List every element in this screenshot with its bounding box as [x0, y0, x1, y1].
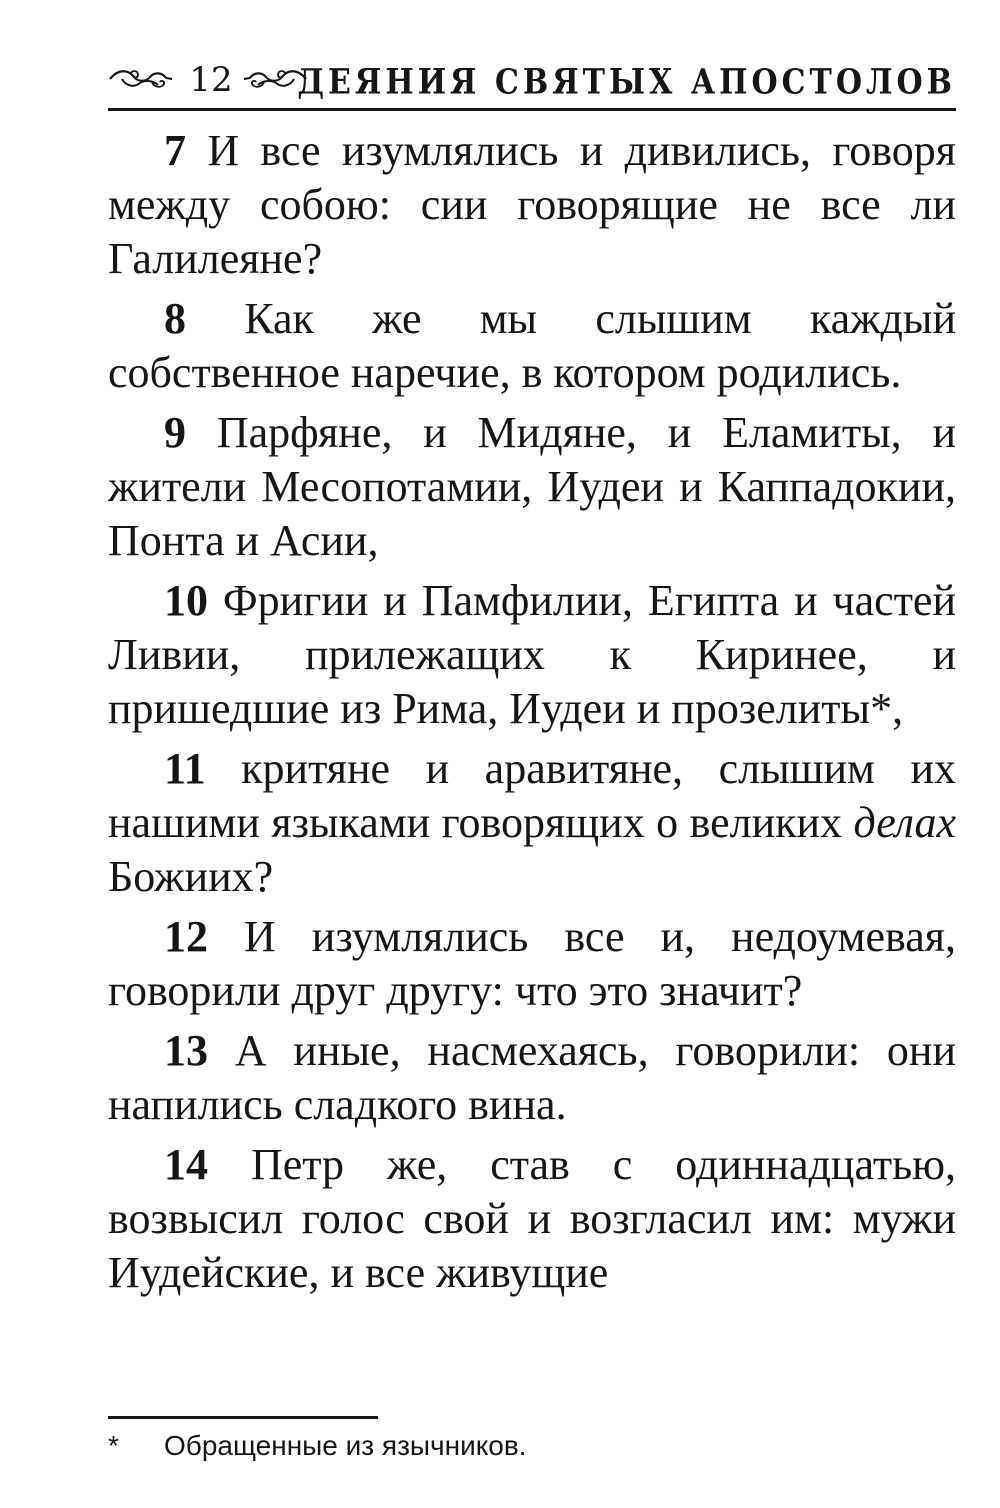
- verse-text: Парфяне, и Мидяне, и Еламиты, и жители Месопотамии, Иудеи и Каппадокии, Понта и Асии,: [108, 408, 957, 565]
- verse-number: 8: [164, 294, 186, 343]
- verse-text: критяне и аравитяне, слышим их нашими языками говорящих о великих: [108, 744, 956, 847]
- verse-text: А иные, насмехаясь, говорили: они напились сладкого вина.: [108, 1026, 956, 1129]
- running-header: [108, 58, 956, 106]
- verse-number: 13: [164, 1026, 208, 1075]
- verse-10: [108, 574, 956, 736]
- verse-text: Фригии и Памфилии, Египта и частей Ливии, прилежащих к Киринее, и пришедшие из Рима, Иудеи и прозелиты: [108, 576, 957, 733]
- verse-text-continued: Божиих?: [108, 852, 274, 901]
- verse-7: [108, 124, 956, 286]
- verse-text: И изумлялись все и, недоумевая, говорили друг другу: что это значит?: [108, 912, 957, 1015]
- verse-11: [108, 742, 956, 904]
- footnote: [108, 1428, 956, 1464]
- floral-ornament-left-icon: [108, 66, 174, 92]
- footnote-mark: *: [108, 1430, 119, 1461]
- verse-number: 12: [164, 912, 208, 961]
- footnote-reference: *: [870, 684, 893, 733]
- verse-number: 10: [164, 576, 208, 625]
- running-title: ДЕЯНИЯ СВЯТЫХ АПОСТОЛОВ: [297, 62, 956, 103]
- verse-12: [108, 910, 956, 1018]
- page-number: 12: [189, 60, 233, 100]
- verse-punctuation: ,: [892, 684, 904, 733]
- verse-text: И все изумлялись и дивились, говоря между собою: сии говорящие не все ли Галилеяне?: [108, 126, 956, 283]
- italic-added-word: делах: [853, 798, 956, 847]
- verse-text: Петр же, став с одиннадцатью, возвысил голос свой и возгласил им: мужи Иудейские, и все живущие: [108, 1140, 957, 1297]
- footnote-text: Обращенные из язычников.: [164, 1430, 527, 1461]
- scripture-text: [108, 124, 956, 1306]
- verse-number: 9: [164, 408, 186, 457]
- verse-8: [108, 292, 956, 400]
- header-rule: [108, 108, 956, 111]
- verse-9: [108, 406, 956, 568]
- verse-number: 14: [164, 1140, 208, 1189]
- verse-13: [108, 1024, 956, 1132]
- verse-14: [108, 1138, 956, 1300]
- verse-text: Как же мы слышим каждый собственное наречие, в котором родились.: [108, 294, 957, 397]
- footnote-rule: [108, 1416, 378, 1419]
- verse-number: 7: [164, 126, 186, 175]
- verse-number: 11: [164, 744, 206, 793]
